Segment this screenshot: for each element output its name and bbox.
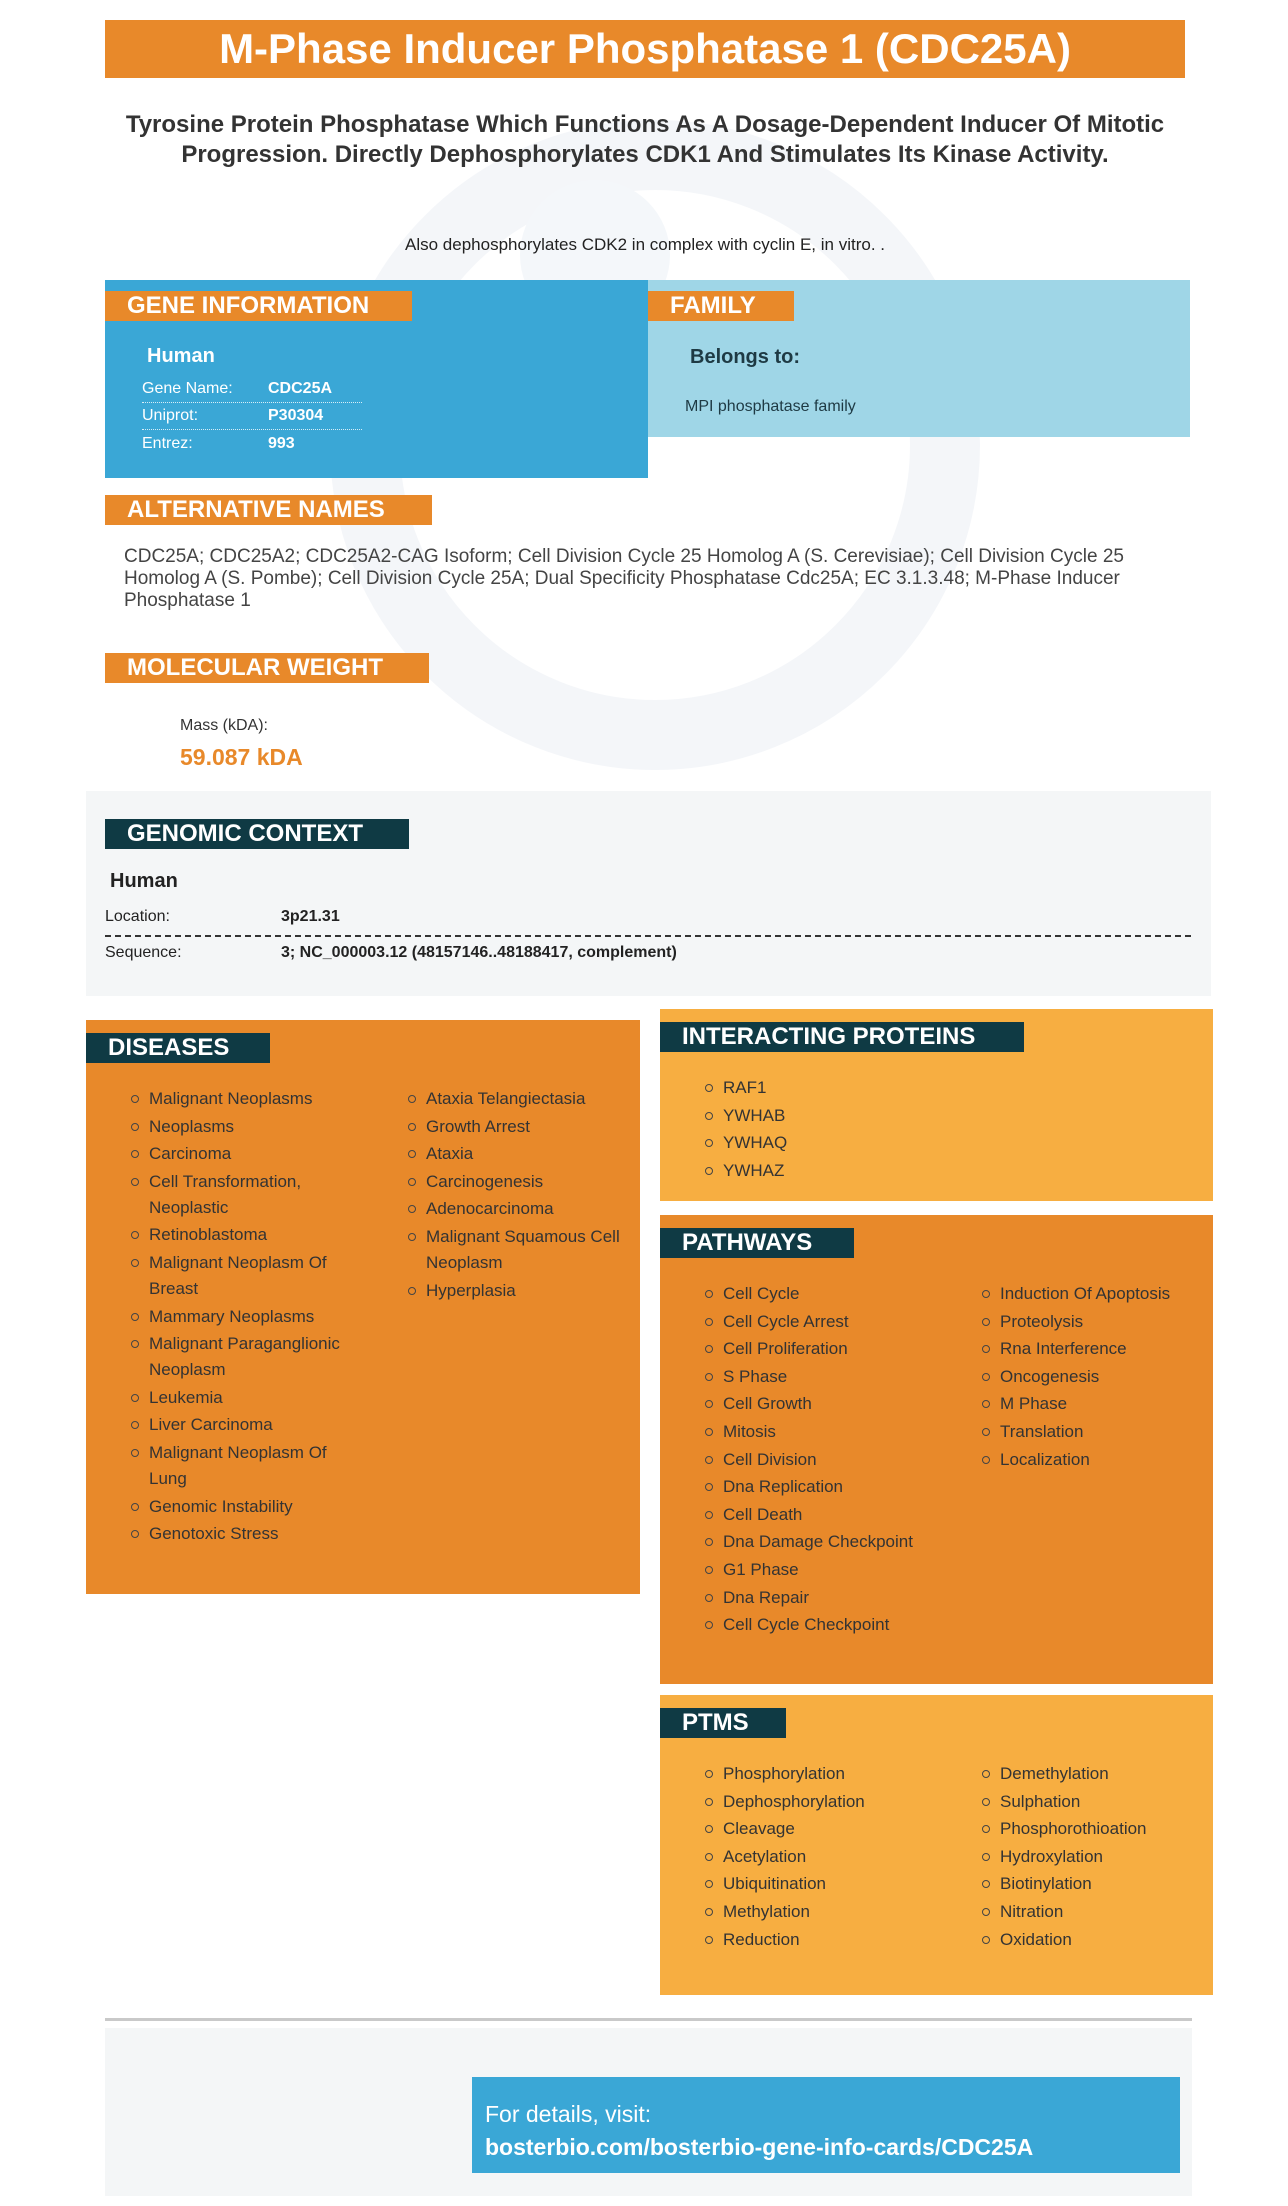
genomic-divider xyxy=(105,935,1191,937)
list-item: Adenocarcinoma xyxy=(406,1196,626,1222)
gene-info-key: Entrez: xyxy=(142,434,193,452)
list-item: Neoplasms xyxy=(129,1114,349,1140)
function-description: Also dephosphorylates CDK2 in complex with cyclin E, in vitro. . xyxy=(405,235,885,254)
list-item: Dephosphorylation xyxy=(703,1789,933,1815)
gene-information-heading: GENE INFORMATION xyxy=(105,291,412,321)
list-item: YWHAZ xyxy=(703,1158,953,1184)
list-item: Ataxia Telangiectasia xyxy=(406,1086,626,1112)
page-subtitle: Tyrosine Protein Phosphatase Which Functions As A Dosage-Dependent Inducer Of Mitotic Progression. Directly Dephosphorylates CDK1 And Stimulates Its Kinase Activity. xyxy=(125,111,1165,168)
list-item: Acetylation xyxy=(703,1844,933,1870)
list-item: Phosphorothioation xyxy=(980,1816,1210,1842)
list-item: Methylation xyxy=(703,1899,933,1925)
location-value: 3p21.31 xyxy=(281,908,340,925)
location-label: Location: xyxy=(105,908,170,925)
list-item: Carcinogenesis xyxy=(406,1169,626,1195)
list-item: Cell Death xyxy=(703,1502,933,1528)
sequence-value: 3; NC_000003.12 (48157146..48188417, complement) xyxy=(281,944,677,961)
family-belongs-label: Belongs to: xyxy=(690,346,800,368)
list-item: Malignant Squamous Cell Neoplasm xyxy=(406,1224,626,1276)
list-item: Ataxia xyxy=(406,1141,626,1167)
alternative-names-text: CDC25A; CDC25A2; CDC25A2-CAG Isoform; Cell Division Cycle 25 Homolog A (S. Cerevisiae); Cell Division Cycle 25 Homolog A (S. Pombe); Cell Division Cycle 25A; Dual Specificity Phosphatase Cdc25A; EC 3.1.3.48; M-Phase Inducer Phosphatase 1 xyxy=(124,546,1124,611)
genomic-species: Human xyxy=(110,870,178,892)
alternative-names-heading: ALTERNATIVE NAMES xyxy=(105,495,432,525)
list-item: Cleavage xyxy=(703,1816,933,1842)
list-item: Cell Transformation, Neoplastic xyxy=(129,1169,349,1221)
list-item: Demethylation xyxy=(980,1761,1210,1787)
genomic-location-row xyxy=(105,908,1191,926)
list-item: Genomic Instability xyxy=(129,1494,349,1520)
list-item: Malignant Neoplasms xyxy=(129,1086,349,1112)
pathways-heading: PATHWAYS xyxy=(660,1228,854,1258)
gene-species: Human xyxy=(147,345,215,367)
list-item: Cell Growth xyxy=(703,1391,933,1417)
family-card xyxy=(648,280,1190,437)
list-item: Phosphorylation xyxy=(703,1761,933,1787)
ptms-list-left xyxy=(703,1761,933,1954)
footer-details-box xyxy=(472,2077,1180,2173)
gene-info-row xyxy=(142,376,362,403)
footer-link[interactable]: bosterbio.com/bosterbio-gene-info-cards/CDC25A xyxy=(485,2134,1034,2160)
list-item: Reduction xyxy=(703,1927,933,1953)
diseases-card xyxy=(86,1020,640,1594)
pathways-list-left xyxy=(703,1281,933,1640)
list-item: Oncogenesis xyxy=(980,1364,1210,1390)
list-item: RAF1 xyxy=(703,1075,953,1101)
list-item: Growth Arrest xyxy=(406,1114,626,1140)
mass-label: Mass (kDA): xyxy=(180,717,268,734)
page-title: M-Phase Inducer Phosphatase 1 (CDC25A) xyxy=(105,20,1185,78)
list-item: Dna Damage Checkpoint xyxy=(703,1529,933,1555)
list-item: Dna Replication xyxy=(703,1474,933,1500)
list-item: Oxidation xyxy=(980,1927,1210,1953)
footer-visit-label: For details, visit: xyxy=(485,2101,652,2127)
pathways-list-right xyxy=(980,1281,1210,1474)
gene-info-row xyxy=(142,430,362,457)
list-item: Induction Of Apoptosis xyxy=(980,1281,1210,1307)
mass-value: 59.087 kDA xyxy=(180,744,303,770)
list-item: Sulphation xyxy=(980,1789,1210,1815)
list-item: Mammary Neoplasms xyxy=(129,1304,349,1330)
list-item: Biotinylation xyxy=(980,1871,1210,1897)
list-item: Localization xyxy=(980,1447,1210,1473)
list-item: YWHAB xyxy=(703,1103,953,1129)
gene-info-key: Uniprot: xyxy=(142,407,199,424)
list-item: Ubiquitination xyxy=(703,1871,933,1897)
gene-info-key: Gene Name: xyxy=(142,380,233,397)
list-item: Dna Repair xyxy=(703,1585,933,1611)
interacting-proteins-heading: INTERACTING PROTEINS xyxy=(660,1022,1024,1052)
list-item: Carcinoma xyxy=(129,1141,349,1167)
ptms-heading: PTMS xyxy=(660,1708,786,1738)
interacting-proteins-list xyxy=(703,1075,953,1185)
list-item: S Phase xyxy=(703,1364,933,1390)
list-item: Genotoxic Stress xyxy=(129,1521,349,1547)
list-item: Liver Carcinoma xyxy=(129,1412,349,1438)
pathways-card xyxy=(660,1215,1213,1684)
molecular-weight-heading: MOLECULAR WEIGHT xyxy=(105,653,429,683)
list-item: Malignant Paraganglionic Neoplasm xyxy=(129,1331,349,1383)
list-item: Translation xyxy=(980,1419,1210,1445)
list-item: Hydroxylation xyxy=(980,1844,1210,1870)
ptms-card xyxy=(660,1695,1213,1995)
gene-info-value: CDC25A xyxy=(268,380,333,397)
diseases-list-left xyxy=(129,1086,349,1549)
list-item: Leukemia xyxy=(129,1385,349,1411)
list-item: M Phase xyxy=(980,1391,1210,1417)
list-item: YWHAQ xyxy=(703,1130,953,1156)
list-item: Retinoblastoma xyxy=(129,1222,349,1248)
footer-divider xyxy=(105,2018,1192,2021)
genomic-sequence-row xyxy=(105,944,1191,962)
gene-info-value: 993 xyxy=(268,434,295,452)
list-item: Cell Cycle xyxy=(703,1281,933,1307)
diseases-list-right xyxy=(406,1086,626,1305)
diseases-heading: DISEASES xyxy=(86,1033,270,1063)
ptms-list-right xyxy=(980,1761,1210,1954)
list-item: Cell Division xyxy=(703,1447,933,1473)
list-item: Cell Proliferation xyxy=(703,1336,933,1362)
gene-info-value: P30304 xyxy=(268,407,324,424)
sequence-label: Sequence: xyxy=(105,944,182,961)
list-item: Malignant Neoplasm Of Breast xyxy=(129,1250,349,1302)
list-item: Proteolysis xyxy=(980,1309,1210,1335)
gene-info-table xyxy=(142,376,362,457)
list-item: Hyperplasia xyxy=(406,1278,626,1304)
genomic-context-card xyxy=(86,791,1211,996)
family-value: MPI phosphatase family xyxy=(685,398,856,415)
gene-information-card xyxy=(105,280,648,478)
genomic-context-heading: GENOMIC CONTEXT xyxy=(105,819,409,849)
interacting-proteins-card xyxy=(660,1009,1213,1201)
list-item: Cell Cycle Checkpoint xyxy=(703,1612,933,1638)
gene-info-row xyxy=(142,403,362,430)
list-item: Malignant Neoplasm Of Lung xyxy=(129,1440,349,1492)
list-item: Nitration xyxy=(980,1899,1210,1925)
list-item: Cell Cycle Arrest xyxy=(703,1309,933,1335)
list-item: Rna Interference xyxy=(980,1336,1210,1362)
list-item: G1 Phase xyxy=(703,1557,933,1583)
family-heading: FAMILY xyxy=(648,291,794,321)
list-item: Mitosis xyxy=(703,1419,933,1445)
